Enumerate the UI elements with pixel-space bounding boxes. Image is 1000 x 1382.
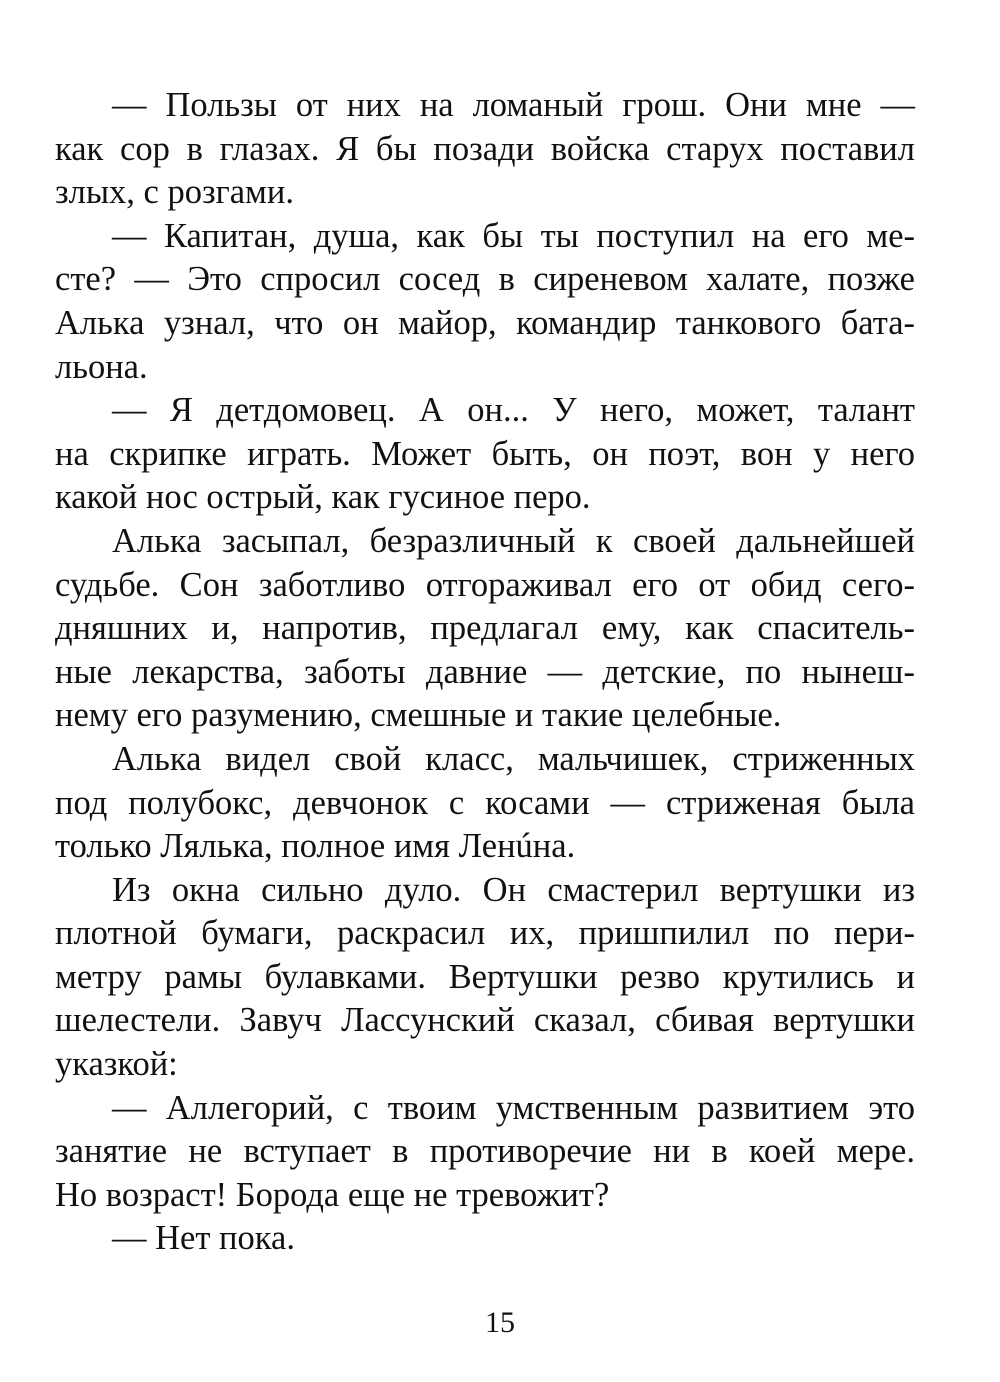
- text-line: судьбе. Сон заботливо отгораживал его от обид сего-: [55, 565, 915, 604]
- page-number: 15: [485, 1306, 515, 1339]
- text-line: метру рамы булавками. Вертушки резво крутились и: [55, 957, 915, 996]
- text-line: — Пользы от них на ломаный грош. Они мне —: [112, 86, 915, 124]
- text-line: под полубокс, девчонок с косами — стриженая была: [55, 783, 915, 822]
- text-line: занятие не вступает в противоречие ни в коей мере.: [55, 1132, 915, 1171]
- paragraph: [55, 84, 915, 215]
- text-line: только Лялька, полное имя Ленúна.: [55, 827, 576, 866]
- text-line: сте? — Это спросил сосед в сиреневом халате, позже: [55, 260, 915, 299]
- text-line: Алька узнал, что он майор, командир танкового бата-: [55, 303, 915, 342]
- text-line: нему его разумению, смешные и такие целебные.: [55, 696, 782, 735]
- paragraph: [55, 738, 915, 869]
- text-line: — Аллегорий, с твоим умственным развитием это: [112, 1088, 915, 1127]
- paragraph: [55, 869, 915, 1087]
- paragraph: [55, 389, 915, 520]
- paragraph: [55, 1087, 915, 1218]
- text-line: плотной бумаги, раскрасил их, пришпилил по пери-: [55, 914, 915, 953]
- text-line: — Нет пока.: [112, 1219, 295, 1258]
- text-line: Алька видел свой класс, мальчишек, стриженных: [112, 739, 915, 778]
- text-line: как сор в глазах. Я бы позади войска старух поставил: [55, 129, 915, 168]
- text-line: указкой:: [55, 1045, 178, 1084]
- text-line: шелестели. Завуч Лассунский сказал, сбивая вертушки: [55, 1001, 915, 1040]
- text-body: [55, 84, 915, 1261]
- text-line: ные лекарства, заботы давние — детские, по нынеш-: [55, 652, 915, 691]
- text-line: злых, с розгами.: [55, 173, 294, 212]
- text-line: дняшних и, напротив, предлагал ему, как спаситель-: [55, 609, 915, 648]
- text-line: льона.: [55, 347, 148, 386]
- book-page-text: [55, 84, 915, 1261]
- text-line: Но возраст! Борода еще не тревожит?: [55, 1175, 610, 1214]
- text-line: — Я детдомовец. А он... У него, может, талант: [112, 391, 915, 430]
- text-line: — Капитан, душа, как бы ты поступил на его ме-: [112, 216, 915, 255]
- paragraph: [55, 215, 915, 389]
- paragraph: [55, 520, 915, 738]
- text-line: какой нос острый, как гусиное перо.: [55, 478, 591, 517]
- text-line: Алька засыпал, безразличный к своей дальнейшей: [112, 521, 915, 560]
- paragraph: [55, 1217, 915, 1261]
- text-line: Из окна сильно дуло. Он смастерил вертушки из: [112, 870, 915, 909]
- text-line: на скрипке играть. Может быть, он поэт, вон у него: [55, 434, 915, 473]
